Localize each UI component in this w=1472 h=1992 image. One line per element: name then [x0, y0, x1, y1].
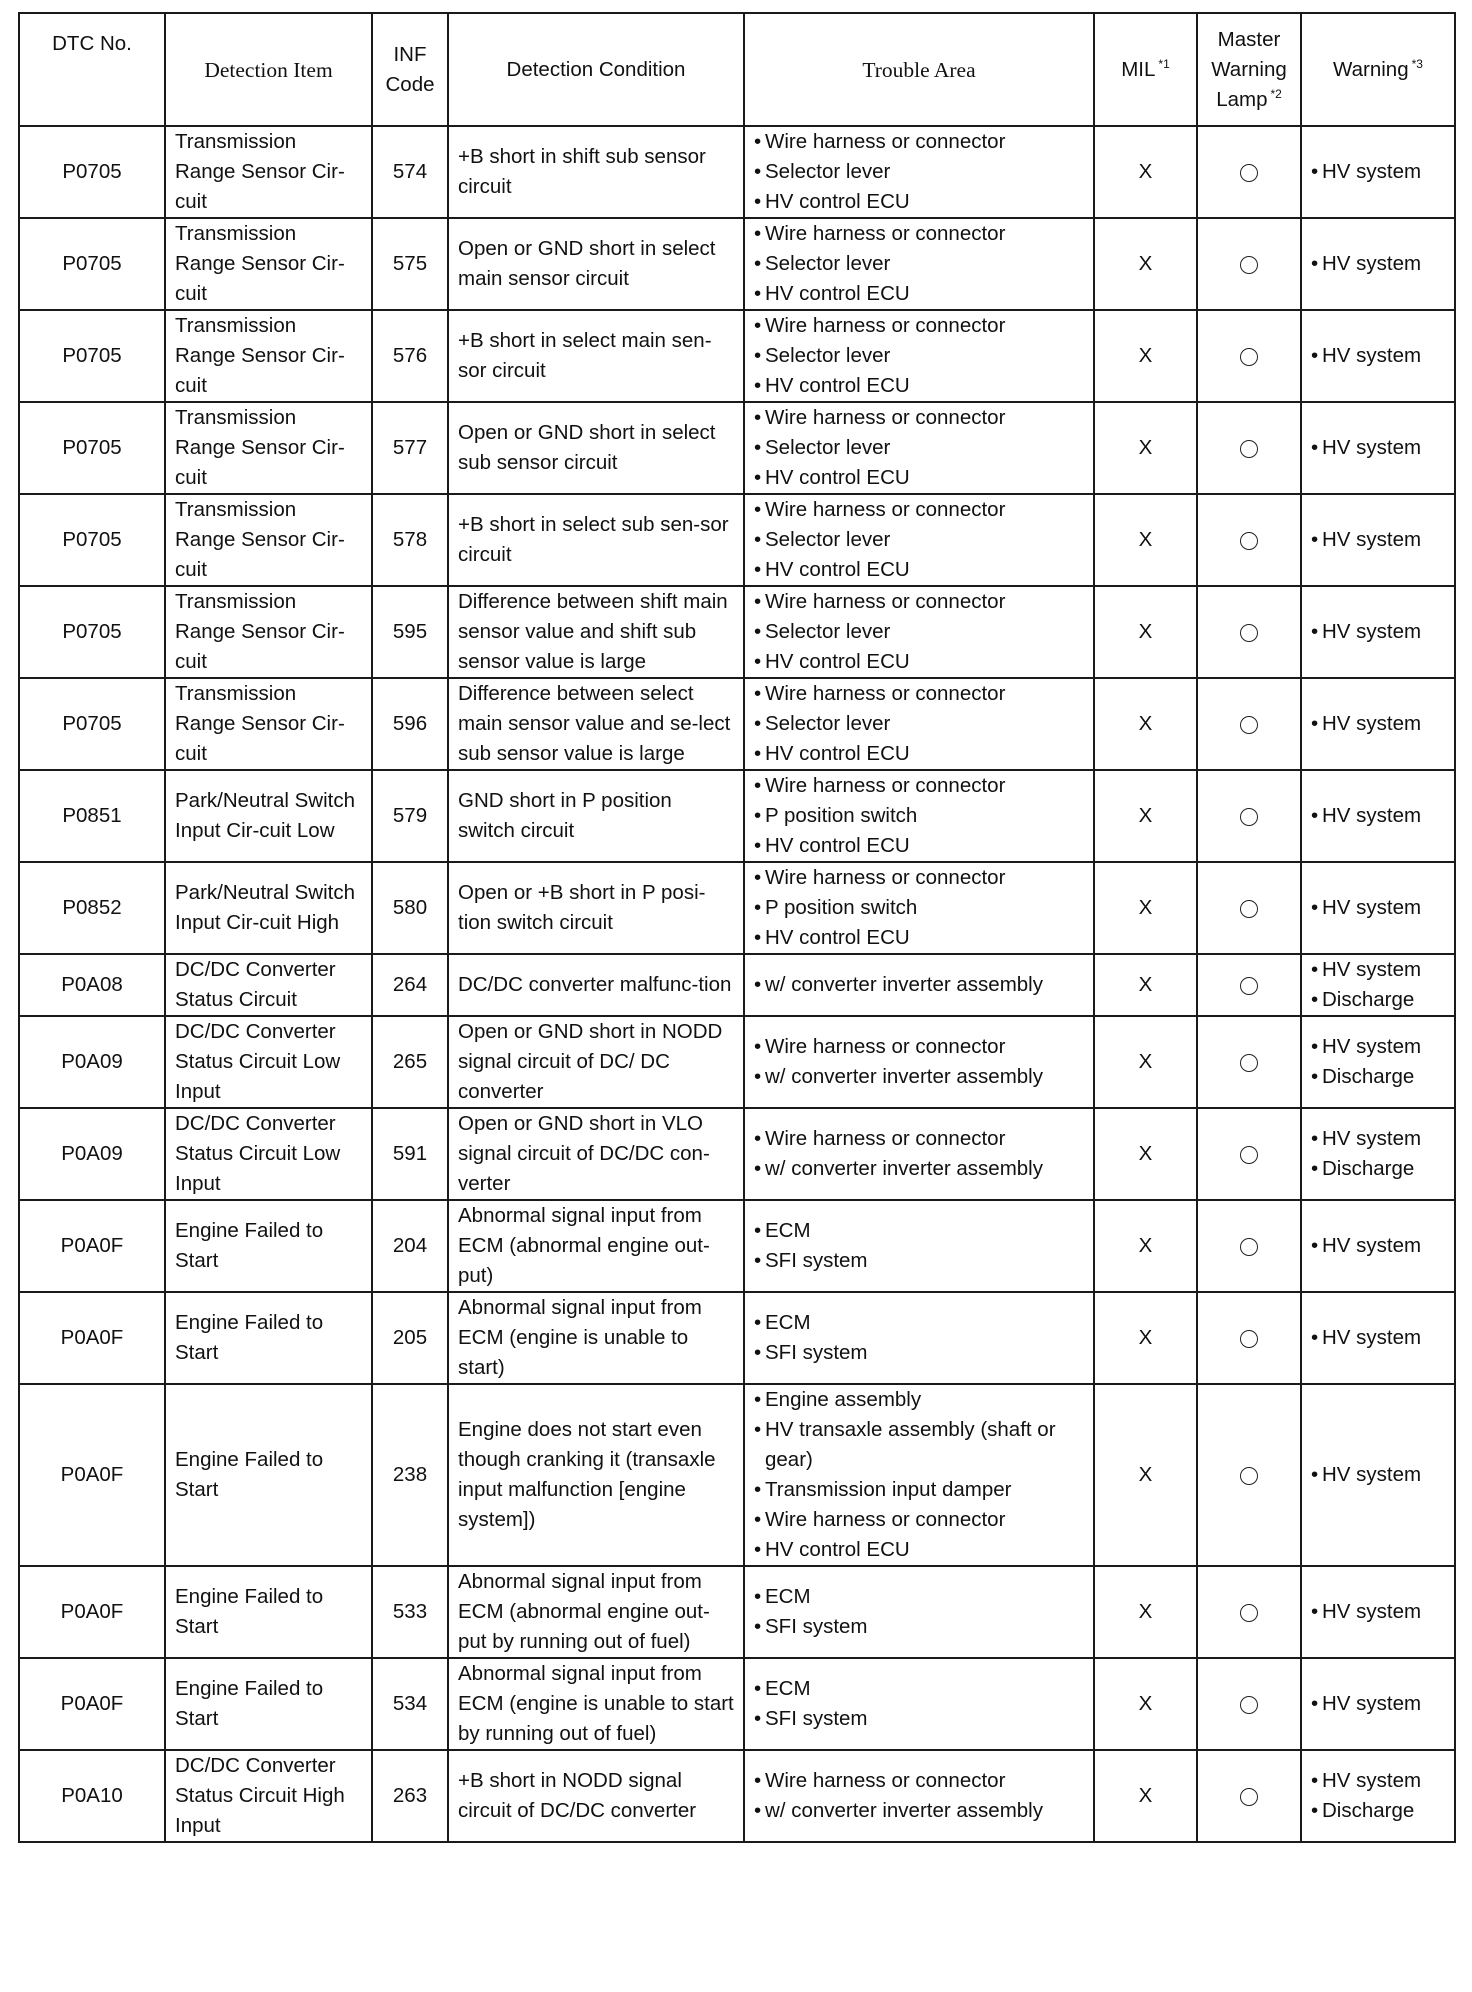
trouble-area-item: • Wire harness or connector	[754, 863, 1084, 893]
warning-item: • Discharge	[1311, 1062, 1445, 1092]
dtc-number-cell: P0A0F	[19, 1292, 165, 1384]
dtc-number-cell: P0705	[19, 678, 165, 770]
detection-item-cell: DC/DC Converter Status Circuit High Input	[165, 1750, 372, 1842]
trouble-area-item: • Engine assembly	[754, 1385, 1084, 1415]
trouble-area-cell	[744, 1108, 1094, 1200]
trouble-area-item: • SFI system	[754, 1246, 1084, 1276]
table-row	[19, 1108, 1455, 1200]
detection-condition-cell: Abnormal signal input from ECM (abnormal engine out-put by running out of fuel)	[448, 1566, 744, 1658]
table-row	[19, 1292, 1455, 1384]
dtc-number-cell: P0705	[19, 586, 165, 678]
warning-item: • HV system	[1311, 249, 1445, 279]
circle-icon	[1240, 1054, 1258, 1072]
warning-item: • HV system	[1311, 893, 1445, 923]
warning-cell	[1301, 586, 1455, 678]
trouble-area-item: • HV control ECU	[754, 1535, 1084, 1565]
table-row	[19, 1016, 1455, 1108]
trouble-area-cell	[744, 1200, 1094, 1292]
inf-code-cell: 591	[372, 1108, 448, 1200]
dtc-number-cell: P0705	[19, 494, 165, 586]
trouble-area-item: • SFI system	[754, 1704, 1084, 1734]
trouble-area-item: • HV control ECU	[754, 555, 1084, 585]
detection-condition-cell: Open or GND short in VLO signal circuit of DC/DC con-verter	[448, 1108, 744, 1200]
warning-item: • HV system	[1311, 157, 1445, 187]
circle-icon	[1240, 808, 1258, 826]
trouble-area-item: • HV control ECU	[754, 371, 1084, 401]
trouble-area-item: • Wire harness or connector	[754, 127, 1084, 157]
detection-condition-cell: Abnormal signal input from ECM (engine is unable to start)	[448, 1292, 744, 1384]
trouble-area-item: • Wire harness or connector	[754, 587, 1084, 617]
table-row	[19, 770, 1455, 862]
mil-cell: X	[1094, 1016, 1197, 1108]
detection-item-cell: Engine Failed to Start	[165, 1384, 372, 1566]
detection-item-cell: DC/DC Converter Status Circuit Low Input	[165, 1108, 372, 1200]
detection-condition-cell: Open or GND short in select main sensor circuit	[448, 218, 744, 310]
detection-item-cell: Engine Failed to Start	[165, 1200, 372, 1292]
table-row	[19, 126, 1455, 218]
trouble-area-item: • ECM	[754, 1582, 1084, 1612]
warning-item: • HV system	[1311, 1766, 1445, 1796]
table-row	[19, 1200, 1455, 1292]
dtc-number-cell: P0A0F	[19, 1566, 165, 1658]
dtc-number-cell: P0A0F	[19, 1658, 165, 1750]
mil-cell: X	[1094, 1108, 1197, 1200]
master-warning-lamp-cell	[1197, 310, 1301, 402]
mil-cell: X	[1094, 770, 1197, 862]
dtc-number-cell: P0A09	[19, 1016, 165, 1108]
header-dtc-no: DTC No.	[19, 13, 165, 126]
trouble-area-item: • Wire harness or connector	[754, 311, 1084, 341]
detection-condition-cell: +B short in select sub sen-sor circuit	[448, 494, 744, 586]
warning-cell	[1301, 126, 1455, 218]
detection-item-cell: Transmission Range Sensor Cir-cuit	[165, 126, 372, 218]
trouble-area-item: • Wire harness or connector	[754, 1124, 1084, 1154]
trouble-area-cell	[744, 1292, 1094, 1384]
trouble-area-item: • Wire harness or connector	[754, 495, 1084, 525]
detection-item-cell: Park/Neutral Switch Input Cir-cuit Low	[165, 770, 372, 862]
mil-cell: X	[1094, 310, 1197, 402]
trouble-area-item: • w/ converter inverter assembly	[754, 970, 1084, 1000]
master-warning-lamp-cell	[1197, 218, 1301, 310]
mil-cell: X	[1094, 1566, 1197, 1658]
header-row	[19, 13, 1455, 126]
trouble-area-item: • Wire harness or connector	[754, 1766, 1084, 1796]
trouble-area-item: • Wire harness or connector	[754, 771, 1084, 801]
mil-cell: X	[1094, 862, 1197, 954]
mil-cell: X	[1094, 954, 1197, 1016]
warning-cell	[1301, 1016, 1455, 1108]
circle-icon	[1240, 977, 1258, 995]
inf-code-cell: 264	[372, 954, 448, 1016]
master-warning-lamp-cell	[1197, 678, 1301, 770]
master-warning-lamp-cell	[1197, 954, 1301, 1016]
warning-item: • HV system	[1311, 1323, 1445, 1353]
warning-item: • Discharge	[1311, 985, 1445, 1015]
inf-code-cell: 578	[372, 494, 448, 586]
table-row	[19, 862, 1455, 954]
master-warning-lamp-cell	[1197, 862, 1301, 954]
detection-condition-cell: Difference between shift main sensor value and shift sub sensor value is large	[448, 586, 744, 678]
detection-condition-cell: +B short in select main sen-sor circuit	[448, 310, 744, 402]
dtc-number-cell: P0705	[19, 402, 165, 494]
detection-item-cell: DC/DC Converter Status Circuit	[165, 954, 372, 1016]
mil-cell: X	[1094, 678, 1197, 770]
dtc-table-container	[18, 12, 1456, 1843]
detection-condition-cell: Abnormal signal input from ECM (engine is unable to start by running out of fuel)	[448, 1658, 744, 1750]
warning-item: • HV system	[1311, 1124, 1445, 1154]
inf-code-cell: 577	[372, 402, 448, 494]
detection-condition-cell: DC/DC converter malfunc-tion	[448, 954, 744, 1016]
warning-item: • HV system	[1311, 1032, 1445, 1062]
inf-code-cell: 263	[372, 1750, 448, 1842]
inf-code-cell: 238	[372, 1384, 448, 1566]
trouble-area-item: • HV control ECU	[754, 739, 1084, 769]
detection-condition-cell: +B short in shift sub sensor circuit	[448, 126, 744, 218]
detection-item-cell: Engine Failed to Start	[165, 1658, 372, 1750]
detection-condition-cell: Abnormal signal input from ECM (abnormal engine out-put)	[448, 1200, 744, 1292]
circle-icon	[1240, 1604, 1258, 1622]
dtc-number-cell: P0A08	[19, 954, 165, 1016]
dtc-number-cell: P0A10	[19, 1750, 165, 1842]
detection-item-cell: Transmission Range Sensor Cir-cuit	[165, 678, 372, 770]
trouble-area-item: • Selector lever	[754, 341, 1084, 371]
circle-icon	[1240, 256, 1258, 274]
detection-item-cell: Transmission Range Sensor Cir-cuit	[165, 586, 372, 678]
header-master-warning-lamp: Master Warning Lamp $^{*2}$	[1197, 13, 1301, 126]
trouble-area-cell	[744, 402, 1094, 494]
header-warning: Warning $^{*3}$	[1301, 13, 1455, 126]
circle-icon	[1240, 348, 1258, 366]
detection-condition-cell: Open or GND short in select sub sensor circuit	[448, 402, 744, 494]
master-warning-lamp-cell	[1197, 1200, 1301, 1292]
master-warning-lamp-cell	[1197, 1292, 1301, 1384]
warning-cell	[1301, 770, 1455, 862]
table-row	[19, 1750, 1455, 1842]
warning-item: • HV system	[1311, 1231, 1445, 1261]
trouble-area-cell	[744, 586, 1094, 678]
trouble-area-cell	[744, 310, 1094, 402]
detection-item-cell: Transmission Range Sensor Cir-cuit	[165, 310, 372, 402]
master-warning-lamp-cell	[1197, 586, 1301, 678]
trouble-area-cell	[744, 1658, 1094, 1750]
warning-cell	[1301, 954, 1455, 1016]
trouble-area-item: • Wire harness or connector	[754, 1505, 1084, 1535]
trouble-area-item: • Wire harness or connector	[754, 403, 1084, 433]
warning-item: • HV system	[1311, 1460, 1445, 1490]
circle-icon	[1240, 1238, 1258, 1256]
circle-icon	[1240, 624, 1258, 642]
table-row	[19, 678, 1455, 770]
dtc-number-cell: P0705	[19, 218, 165, 310]
circle-icon	[1240, 1330, 1258, 1348]
table-row	[19, 1384, 1455, 1566]
dtc-number-cell: P0A0F	[19, 1200, 165, 1292]
dtc-number-cell: P0705	[19, 310, 165, 402]
mil-cell: X	[1094, 494, 1197, 586]
trouble-area-cell	[744, 1016, 1094, 1108]
detection-item-cell: DC/DC Converter Status Circuit Low Input	[165, 1016, 372, 1108]
detection-condition-cell: Difference between select main sensor value and se-lect sub sensor value is large	[448, 678, 744, 770]
circle-icon	[1240, 1467, 1258, 1485]
trouble-area-cell	[744, 954, 1094, 1016]
trouble-area-item: • ECM	[754, 1216, 1084, 1246]
header-mil: MIL $^{*1}$	[1094, 13, 1197, 126]
trouble-area-cell	[744, 862, 1094, 954]
table-row	[19, 310, 1455, 402]
mil-cell: X	[1094, 402, 1197, 494]
mil-cell: X	[1094, 1200, 1197, 1292]
warning-cell	[1301, 402, 1455, 494]
detection-condition-cell: Engine does not start even though cranking it (transaxle input malfunction [engine system])	[448, 1384, 744, 1566]
trouble-area-item: • Selector lever	[754, 709, 1084, 739]
warning-item: • HV system	[1311, 341, 1445, 371]
circle-icon	[1240, 900, 1258, 918]
warning-item: • HV system	[1311, 433, 1445, 463]
warning-cell	[1301, 494, 1455, 586]
trouble-area-item: • HV control ECU	[754, 647, 1084, 677]
warning-item: • HV system	[1311, 617, 1445, 647]
warning-cell	[1301, 1200, 1455, 1292]
trouble-area-item: • Wire harness or connector	[754, 219, 1084, 249]
trouble-area-item: • Wire harness or connector	[754, 1032, 1084, 1062]
master-warning-lamp-cell	[1197, 1016, 1301, 1108]
dtc-number-cell: P0851	[19, 770, 165, 862]
dtc-table-body	[19, 126, 1455, 1842]
warning-cell	[1301, 218, 1455, 310]
trouble-area-item: • Selector lever	[754, 157, 1084, 187]
warning-cell	[1301, 1750, 1455, 1842]
trouble-area-item: • HV control ECU	[754, 187, 1084, 217]
inf-code-cell: 533	[372, 1566, 448, 1658]
circle-icon	[1240, 716, 1258, 734]
trouble-area-item: • Selector lever	[754, 617, 1084, 647]
mil-cell: X	[1094, 1292, 1197, 1384]
trouble-area-item: • HV control ECU	[754, 279, 1084, 309]
trouble-area-item: • Wire harness or connector	[754, 679, 1084, 709]
trouble-area-cell	[744, 770, 1094, 862]
detection-condition-cell: GND short in P position switch circuit	[448, 770, 744, 862]
warning-item: • HV system	[1311, 525, 1445, 555]
trouble-area-item: • w/ converter inverter assembly	[754, 1154, 1084, 1184]
dtc-number-cell: P0A0F	[19, 1384, 165, 1566]
circle-icon	[1240, 1788, 1258, 1806]
detection-condition-cell: +B short in NODD signal circuit of DC/DC converter	[448, 1750, 744, 1842]
circle-icon	[1240, 1146, 1258, 1164]
inf-code-cell: 204	[372, 1200, 448, 1292]
inf-code-cell: 205	[372, 1292, 448, 1384]
warning-item: • HV system	[1311, 1689, 1445, 1719]
trouble-area-item: • Selector lever	[754, 433, 1084, 463]
trouble-area-item: • w/ converter inverter assembly	[754, 1796, 1084, 1826]
trouble-area-cell	[744, 218, 1094, 310]
warning-cell	[1301, 310, 1455, 402]
trouble-area-cell	[744, 494, 1094, 586]
circle-icon	[1240, 440, 1258, 458]
detection-item-cell: Park/Neutral Switch Input Cir-cuit High	[165, 862, 372, 954]
inf-code-cell: 579	[372, 770, 448, 862]
master-warning-lamp-cell	[1197, 1108, 1301, 1200]
detection-item-cell: Engine Failed to Start	[165, 1292, 372, 1384]
detection-item-cell: Transmission Range Sensor Cir-cuit	[165, 494, 372, 586]
dtc-number-cell: P0A09	[19, 1108, 165, 1200]
master-warning-lamp-cell	[1197, 1566, 1301, 1658]
inf-code-cell: 595	[372, 586, 448, 678]
trouble-area-cell	[744, 1750, 1094, 1842]
trouble-area-item: • HV control ECU	[754, 923, 1084, 953]
master-warning-lamp-cell	[1197, 126, 1301, 218]
header-detection-condition: Detection Condition	[448, 13, 744, 126]
inf-code-cell: 576	[372, 310, 448, 402]
detection-item-cell: Transmission Range Sensor Cir-cuit	[165, 218, 372, 310]
warning-cell	[1301, 1292, 1455, 1384]
dtc-number-cell: P0852	[19, 862, 165, 954]
master-warning-lamp-cell	[1197, 494, 1301, 586]
inf-code-cell: 575	[372, 218, 448, 310]
table-row	[19, 954, 1455, 1016]
trouble-area-cell	[744, 1566, 1094, 1658]
master-warning-lamp-cell	[1197, 1658, 1301, 1750]
table-row	[19, 586, 1455, 678]
warning-item: • HV system	[1311, 801, 1445, 831]
detection-item-cell: Transmission Range Sensor Cir-cuit	[165, 402, 372, 494]
table-row	[19, 218, 1455, 310]
header-inf-code: INF Code	[372, 13, 448, 126]
trouble-area-cell	[744, 126, 1094, 218]
trouble-area-item: • P position switch	[754, 801, 1084, 831]
master-warning-lamp-cell	[1197, 402, 1301, 494]
mil-cell: X	[1094, 1658, 1197, 1750]
mil-cell: X	[1094, 126, 1197, 218]
trouble-area-item: • ECM	[754, 1674, 1084, 1704]
inf-code-cell: 574	[372, 126, 448, 218]
trouble-area-item: • HV control ECU	[754, 831, 1084, 861]
mil-cell: X	[1094, 1750, 1197, 1842]
inf-code-cell: 596	[372, 678, 448, 770]
warning-cell	[1301, 1384, 1455, 1566]
warning-cell	[1301, 862, 1455, 954]
warning-item: • HV system	[1311, 1597, 1445, 1627]
circle-icon	[1240, 164, 1258, 182]
dtc-number-cell: P0705	[19, 126, 165, 218]
warning-cell	[1301, 1108, 1455, 1200]
warning-item: • Discharge	[1311, 1154, 1445, 1184]
warning-cell	[1301, 1658, 1455, 1750]
warning-item: • Discharge	[1311, 1796, 1445, 1826]
header-trouble-area: Trouble Area	[744, 13, 1094, 126]
trouble-area-item: • ECM	[754, 1308, 1084, 1338]
mil-cell: X	[1094, 218, 1197, 310]
master-warning-lamp-cell	[1197, 1384, 1301, 1566]
warning-cell	[1301, 1566, 1455, 1658]
detection-item-cell: Engine Failed to Start	[165, 1566, 372, 1658]
table-row	[19, 494, 1455, 586]
trouble-area-cell	[744, 1384, 1094, 1566]
warning-item: • HV system	[1311, 955, 1445, 985]
trouble-area-item: • HV transaxle assembly (shaft or gear)	[754, 1415, 1084, 1475]
trouble-area-item: • HV control ECU	[754, 463, 1084, 493]
detection-condition-cell: Open or +B short in P posi-tion switch circuit	[448, 862, 744, 954]
inf-code-cell: 534	[372, 1658, 448, 1750]
master-warning-lamp-cell	[1197, 1750, 1301, 1842]
inf-code-cell: 265	[372, 1016, 448, 1108]
master-warning-lamp-cell	[1197, 770, 1301, 862]
trouble-area-item: • P position switch	[754, 893, 1084, 923]
mil-cell: X	[1094, 586, 1197, 678]
trouble-area-item: • SFI system	[754, 1612, 1084, 1642]
trouble-area-item: • Selector lever	[754, 525, 1084, 555]
table-row	[19, 402, 1455, 494]
table-row	[19, 1658, 1455, 1750]
mil-cell: X	[1094, 1384, 1197, 1566]
trouble-area-item: • Transmission input damper	[754, 1475, 1084, 1505]
table-row	[19, 1566, 1455, 1658]
inf-code-cell: 580	[372, 862, 448, 954]
dtc-table	[18, 12, 1456, 1843]
warning-item: • HV system	[1311, 709, 1445, 739]
detection-condition-cell: Open or GND short in NODD signal circuit of DC/ DC converter	[448, 1016, 744, 1108]
trouble-area-item: • w/ converter inverter assembly	[754, 1062, 1084, 1092]
circle-icon	[1240, 532, 1258, 550]
trouble-area-item: • Selector lever	[754, 249, 1084, 279]
warning-cell	[1301, 678, 1455, 770]
header-detection-item: Detection Item	[165, 13, 372, 126]
trouble-area-cell	[744, 678, 1094, 770]
trouble-area-item: • SFI system	[754, 1338, 1084, 1368]
circle-icon	[1240, 1696, 1258, 1714]
